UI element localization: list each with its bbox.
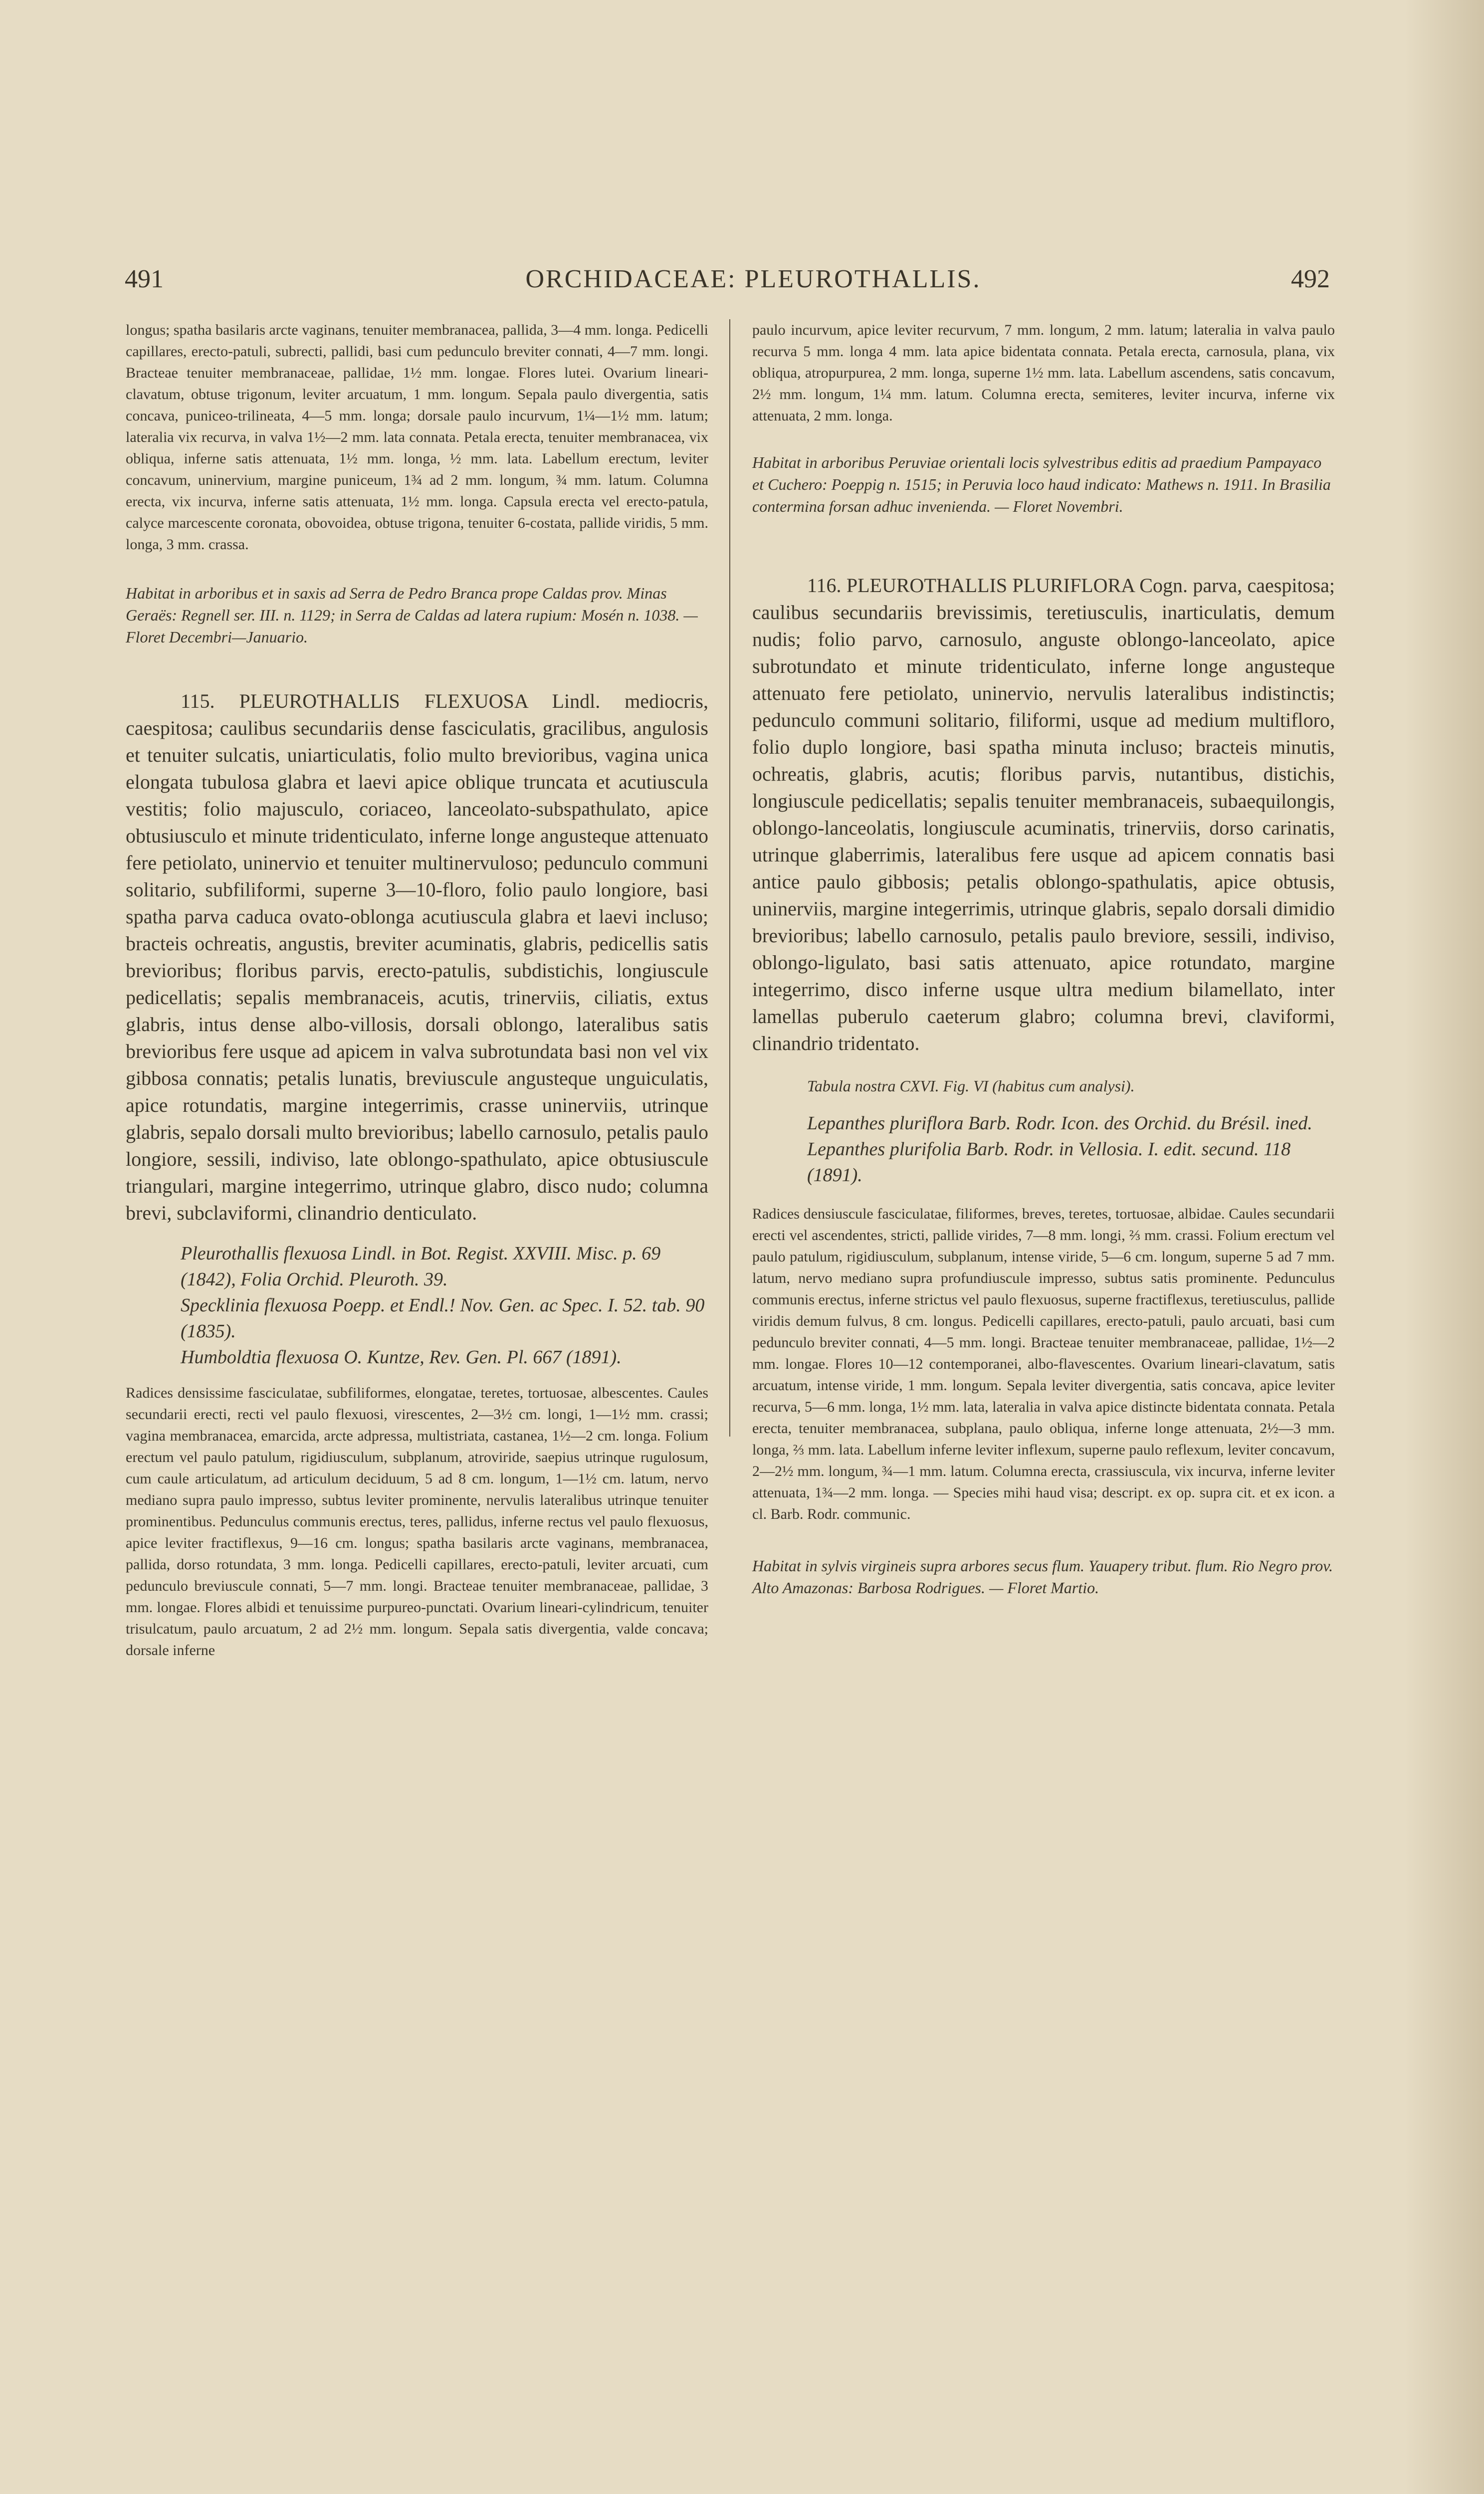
page-number-left: 491 xyxy=(125,265,164,293)
running-title: ORCHIDACEAE: PLEUROTHALLIS. xyxy=(525,265,981,293)
description-continued-right: paulo incurvum, apice leviter recurvum, 7 mm. longum, 2 mm. latum; lateralia in valva paulo recurva 5 mm. longa 4 mm. lata apice bidentata connata. Petala erecta, carnosula, plana, vix obliqua, atropurpurea, 2 mm. longa, superne 1½ mm. lata. Labellum ascendens, satis concavum, 2½ mm. longum, 1¼ mm. latum. Columna erecta, semiteres, leviter incurva, inferne vix attenuata, 2 mm. longa. xyxy=(752,322,1335,424)
citation-2: Specklinia flexuosa Poepp. et Endl.! Nov. Gen. ac Spec. I. 52. tab. 90 (1835). xyxy=(181,1295,705,1342)
left-column xyxy=(126,319,708,1661)
habitat-paragraph-1: Habitat in arboribus Peruviae orientali locis sylvestribus editis ad praedium Pampayaco et Cuchero: Poeppig n. 1515; in Peruvia loco haud indicato: Mathews n. 1911. In Brasilia contermina forsan adhuc invenienda. — Floret Novembri. xyxy=(752,453,1331,515)
description-continued: longus; spatha basilaris arcte vaginans, tenuiter membranacea, pallida, 3—4 mm. longa. Pedicelli capillares, erecto-patuli, subrecti, pallidi, basi cum pedunculo breviter connati, 4—7 mm. longi. Bracteae tenuiter membranaceae, pallidae, 1½ mm. longae. Flores lutei. Ovarium lineari-clavatum, obtuse trigonum, leviter arcuatum, 1 mm. longum. Sepala paulo divergentia, satis concava, puniceo-trilineata, 4—5 mm. longa; dorsale paulo incurvum, 1¼—1½ mm. latum; lateralia vix recurva, in valva 1½—2 mm. lata connata. Petala erecta, tenuiter membranacea, vix obliqua, inferne satis attenuata, 1½ mm. longa, ½ mm. lata. Labellum erectum, leviter concavum, uninervium, margine puniceum, 1¾ ad 2 mm. longum, ¾ mm. latum. Columna erecta, vix incurva, inferne satis attenuata, 1½ mm. longa. Capsula erecta vel erecto-patula, calyce marcescente coronata, obovoidea, obtuse trigona, tenuiter 6-costata, pallide viridis, 5 mm. longa, 3 mm. crassa. xyxy=(126,322,708,553)
habitat-paragraph-2: Habitat in sylvis virgineis supra arbores secus flum. Yauapery tribut. flum. Rio Negro prov. Alto Amazonas: Barbosa Rodrigues. — Floret Martio. xyxy=(752,1557,1333,1597)
habitat-paragraph: Habitat in arboribus et in saxis ad Serra de Pedro Branca prope Caldas prov. Minas Geraës: Regnell ser. III. n. 1129; in Serra de Caldas ad latera rupium: Mosén n. 1038. — Floret Decembri—Januario. xyxy=(126,584,698,646)
plate-reference: Tabula nostra CXVI. Fig. VI (habitus cum analysi). xyxy=(807,1077,1135,1095)
citation-2-right: Lepanthes plurifolia Barb. Rodr. in Vellosia. I. edit. secund. 118 (1891). xyxy=(807,1139,1291,1186)
running-header xyxy=(0,264,1484,309)
species-115-description: Radices densissime fasciculatae, subfiliformes, elongatae, teretes, tortuosae, albescentes. Caules secundarii erecti, recti vel paulo flexuosi, virescentes, 2—3½ cm. longi, 1—1½ mm. crassi; vagina membranacea, emarcida, arcte adpressa, multistriata, castanea, 1½—2 cm. longa. Folium erectum vel paulo patulum, rigidiusculum, subplanum, atroviride, saepius utrinque rugulosum, cum caule articulatum, ad articulum deciduum, 5 ad 8 cm. longum, 1—1½ cm. latum, nervo mediano supra paulo impresso, subtus leviter prominente, nervulis lateralibus utrinque tenuiter prominentibus. Pedunculus communis erectus, teres, pallidus, inferne rectus vel paulo flexuosus, apice leviter fractiflexus, 9—16 cm. longus; spatha basilaris arcte vaginans, membranacea, pallida, dorso rotundata, 3 mm. longa. Pedicelli capillares, erecto-patuli, leviter arcuati, cum pedunculo breviuscule connati, 5—7 mm. longi. Bracteae tenuiter membranaceae, pallidae, 3 mm. longae. Flores albidi et tenuissime purpureo-punctati. Ovarium lineari-cylindricum, tenuiter trisulcatum, paulo arcuatum, 2 ad 2½ mm. longum. Sepala satis divergentia, valde concava; dorsale inferne xyxy=(126,1385,708,1659)
citation-3: Humboldtia flexuosa O. Kuntze, Rev. Gen. Pl. 667 (1891). xyxy=(181,1347,622,1368)
right-column xyxy=(752,319,1335,1599)
citation-1: Pleurothallis flexuosa Lindl. in Bot. Regist. XXVIII. Misc. p. 69 (1842), Folia Orchid. Pleuroth. 39. xyxy=(181,1243,661,1290)
species-115-diagnosis: 115. PLEUROTHALLIS FLEXUOSA Lindl. mediocris, caespitosa; caulibus secundariis dense fasciculatis, gracilibus, angulosis et tenuiter sulcatis, uniarticulatis, folio multo brevioribus, vagina unica elongata tubulosa glabra et laevi apice oblique truncata et acutiuscula vestitis; folio majusculo, coriaceo, lanceolato-subspathulato, apice obtusiusculo et minute tridenticulato, inferne longe angusteque attenuato fere petiolato, uninervio et tenuiter multinervuloso; pedunculo communi solitario, subfiliformi, superne 3—10-floro, folio paulo longiore, basi spatha parva caduca ovato-oblonga acutiuscula glabra et laevi incluso; bracteis ochreatis, angustis, breviter acuminatis, glabris, pedicellis satis brevioribus; floribus parvis, erecto-patulis, subdistichis, longiuscule pedicellatis; sepalis membranaceis, acutis, trinerviis, ciliatis, extus glabris, intus dense albo-villosis, dorsali oblongo, lateralibus satis brevioribus fere usque ad apicem in valva subrotundata basi non vel vix gibbosa connatis; petalis lunatis, breviuscule angusteque unguiculatis, apice rotundatis, margine integerrimis, crasse uninerviis, utrinque glabris, sepalo dorsali multo brevioribus; labello carnosulo, petalis paulo longiore, sessili, indiviso, late oblongo-spathulato, apice obtusiuscule triangulari, margine integerrimo, utrinque glabro, disco nudo; columna brevi, subclaviformi, clinandrio denticulato. xyxy=(126,690,708,1224)
species-116-diagnosis: 116. PLEUROTHALLIS PLURIFLORA Cogn. parva, caespitosa; caulibus secundariis brevissimis, teretiusculis, inarticulatis, demum nudis; folio parvo, carnosulo, anguste oblongo-lanceolato, apice subrotundato et minute tridenticulato, inferne longe angusteque attenuato fere petiolato, uninervio, nervulis lateralibus indistinctis; pedunculo communi solitario, filiformi, usque ad medium multifloro, folio duplo longiore, basi spatha minuta incluso; bracteis minutis, ochreatis, glabris, acutis; floribus parvis, nutantibus, distichis, longiuscule pedicellatis; sepalis tenuiter membranaceis, subaequilongis, oblongo-lanceolatis, longiuscule acuminatis, trinerviis, dorso carinatis, utrinque glaberrimis, lateralibus fere usque ad apicem connatis basi antice paulo gibbosis; petalis oblongo-spathulatis, apice obtusis, uninerviis, margine integerrimis, utrinque glabris, sepalo dorsali dimidio brevioribus; labello carnosulo, petalis paulo breviore, sessili, indiviso, oblongo-ligulato, basi satis attenuato, apice rotundato, margine integerrimo, disco inferne usque ultra medium bilamellato, inter lamellas puberulo caeterum glabro; columna brevi, claviformi, clinandrio tridentato. xyxy=(752,574,1335,1054)
column-divider xyxy=(729,319,730,1437)
species-116-description: Radices densiuscule fasciculatae, filiformes, breves, teretes, tortuosae, albidae. Caules secundarii erecti vel ascendentes, stricti, pallide virides, 7—8 mm. longi, ⅔ mm. crassi. Folium erectum vel paulo patulum, rigidiusculum, subplanum, intense viride, 5—6 cm. longum, superne 5 ad 7 mm. latum, nervo mediano supra profundiuscule impresso, subtus satis prominente. Pedunculus communis erectus, inferne strictus vel paulo flexuosus, superne fractiflexus, teretiusculus, pallide viridis demum fulvus, 8 cm. longus. Pedicelli capillares, erecto-patuli, paulo arcuati, basi cum pedunculo breviter connati, 4—5 mm. longi. Bracteae tenuiter membranaceae, pallidae, 1½—2 mm. longae. Flores 10—12 contemporanei, albo-flavescentes. Ovarium lineari-clavatum, satis arcuatum, intense viride, 1 mm. longum. Sepala leviter divergentia, satis concava, apice leviter recurva, 5—6 mm. longa, 1½ mm. lata, lateralia in valva apice distincte bidentata connata. Petala erecta, tenuiter membranacea, subplana, paulo obliqua, inferne longe attenuata, 2½—3 mm. longa, ⅔ mm. lata. Labellum inferne leviter inflexum, superne paulo reflexum, leviter concavum, 2—2½ mm. longum, ¾—1 mm. latum. Columna erecta, crassiuscula, vix incurva, inferne leviter attenuata, 1¾—2 mm. longa. — Species mihi haud visa; descript. ex op. supra cit. et ex icon. a cl. Barb. Rodr. communic. xyxy=(752,1206,1335,1522)
page-edge-shadow xyxy=(1404,0,1484,2494)
citation-1-right: Lepanthes pluriflora Barb. Rodr. Icon. des Orchid. du Brésil. ined. xyxy=(807,1113,1312,1134)
page-number-right: 492 xyxy=(1291,265,1330,293)
